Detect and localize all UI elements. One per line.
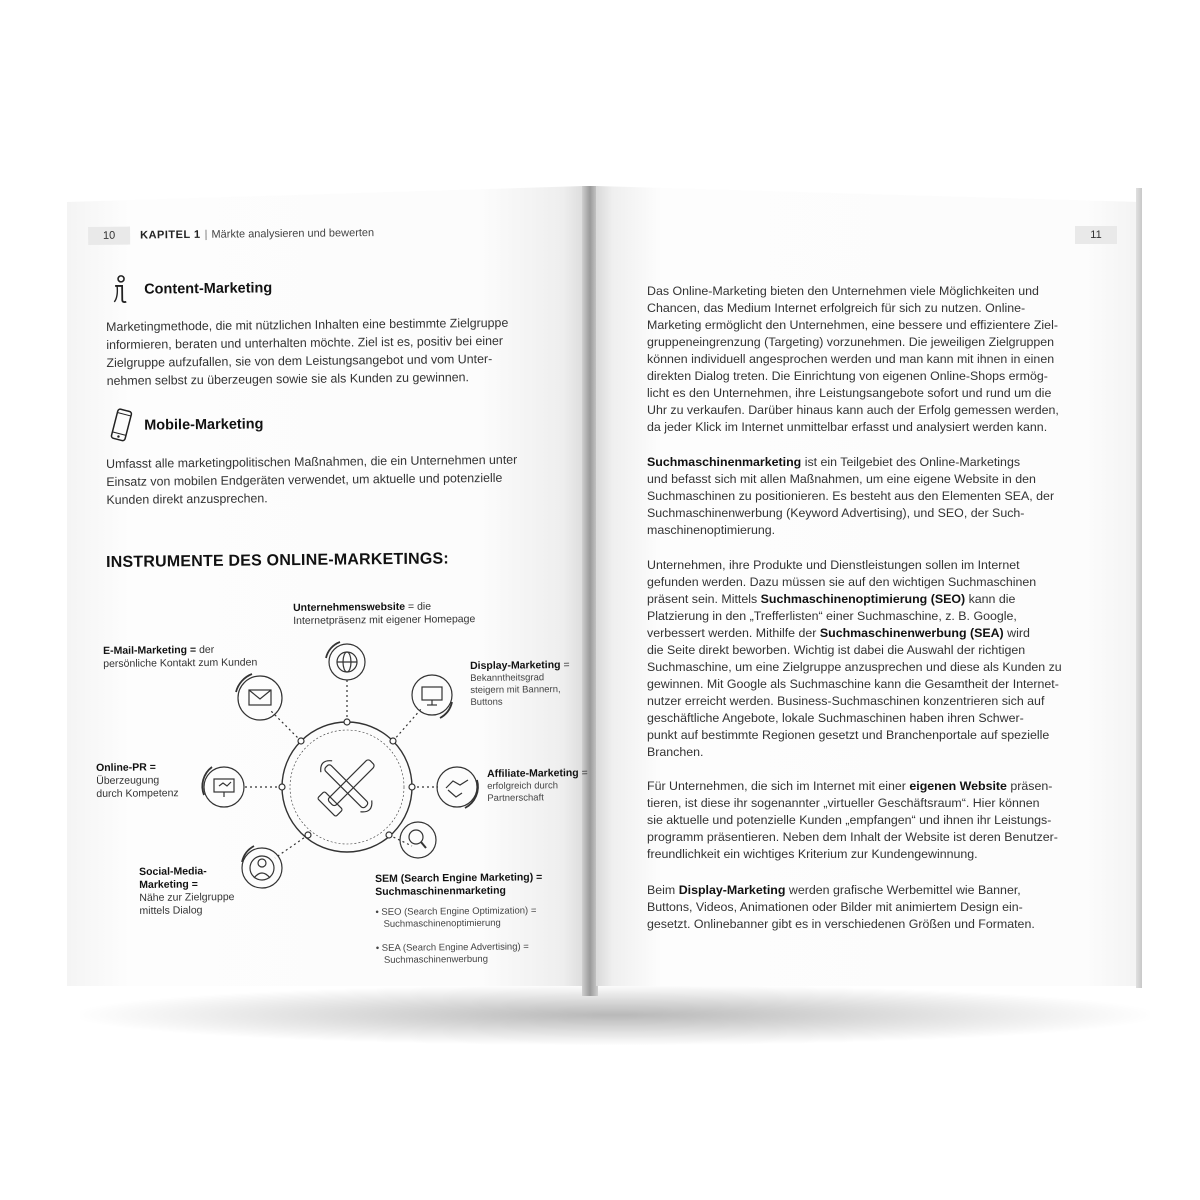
- label-text: durch Kompetenz: [96, 787, 179, 800]
- page-number-left: 10: [88, 227, 130, 245]
- label-text: der: [196, 643, 215, 657]
- term-bold: Display-Marketing: [678, 883, 786, 897]
- text-line: Suchmaschinenwerbung (Keyword Advertising), und SEO, der Such-: [647, 506, 1025, 520]
- text-line: tieren, ist diese ihr sogenannter „virtueller Geschäftsraum“. Hier können: [647, 796, 1040, 810]
- text-line: Marketingmethode, die mit nützlichen Inhalten eine bestimmte Zielgruppe: [106, 315, 509, 334]
- mobile-marketing-text: [106, 450, 547, 509]
- label-text: = die: [405, 600, 432, 613]
- text-line: Umfasst alle marketingpolitischen Maßnahmen, die ein Unternehmen unter: [106, 452, 518, 471]
- label-bold: Suchmaschinenmarketing: [375, 884, 506, 898]
- text-line: informieren, beraten und unterhalten möchte. Ziel ist es, positiv bei einer: [106, 333, 504, 352]
- text-line: sie aktuelle und potenzielle Kunden „empfangen“ und ihnen ihr Leistungs-: [647, 813, 1052, 827]
- book-shadow: [80, 985, 1150, 1045]
- content-marketing-box: [108, 273, 272, 305]
- text-line: Das Online-Marketing bieten den Unternehmen viele Möglichkeiten und: [647, 284, 1039, 298]
- chapter-title: Märkte analysieren und bewerten: [211, 227, 375, 241]
- book-spine: [582, 186, 598, 996]
- chapter-separator: |: [204, 228, 208, 241]
- label-text: Überzeugung: [96, 774, 160, 787]
- label-text: Bekanntheitsgrad: [470, 672, 545, 684]
- label-text: =: [578, 766, 588, 780]
- label-text: persönliche Kontakt zum Kunden: [103, 656, 258, 670]
- term-bold: Suchmaschinenoptimierung (SEO): [760, 592, 966, 606]
- text-line: Platzierung in den „Trefferlisten“ einer Suchmaschine, z. B. Google,: [647, 609, 1017, 623]
- left-page-header: [88, 223, 388, 246]
- label-bold: Unternehmenswebsite: [293, 600, 406, 614]
- label-bold: Online-PR =: [96, 761, 156, 774]
- text-line: Uhr zu verkaufen. Darüber hinaus kann auch der Erfolg gemessen werden,: [647, 403, 1059, 417]
- label-text: Internetpräsenz mit eigener Homepage: [293, 613, 476, 627]
- label-text: Suchmaschinenoptimierung: [383, 917, 501, 930]
- text-span: werden grafische Werbemittel wie Banner,: [785, 883, 1021, 897]
- label-bold: Marketing =: [139, 878, 198, 891]
- text-line: Kunden direkt anzusprechen.: [106, 491, 268, 507]
- label-text: Partnerschaft: [487, 792, 544, 804]
- text-line: Unternehmen, ihre Produkte und Dienstleistungen sollen im Internet: [647, 558, 1020, 572]
- text-span: ist ein Teilgebiet des Online-Marketings: [801, 455, 1021, 469]
- label-bold: E-Mail-Marketing =: [103, 644, 197, 657]
- mobile-marketing-title: Mobile-Marketing: [144, 416, 264, 434]
- text-line: können individuell angesprochen werden und man kann mit ihnen in einen: [647, 352, 1055, 366]
- text-line: Buttons, Videos, Animationen oder Bilder mit animiertem Design ein-: [647, 900, 1023, 914]
- label-bold: SEM (Search Engine Marketing) =: [375, 871, 543, 885]
- text-span: Für Unternehmen, die sich im Internet mit einer: [647, 779, 910, 793]
- text-line: programm präsentieren. Neben dem Inhalt der Website ist deren Benutzer-: [647, 830, 1058, 844]
- text-line: nutzer erreicht werden. Business-Suchmaschinen konzentrieren sich auf: [647, 694, 1045, 708]
- text-line: nehmen selbst zu überzeugen sowie sie als Kunden zu gewinnen.: [106, 370, 470, 388]
- label-social-media-marketing: [139, 865, 235, 918]
- text-span: wird: [1003, 626, 1030, 640]
- info-icon: [108, 275, 132, 305]
- text-span: präsent sein. Mittels: [647, 592, 761, 606]
- text-line: gesetzt. Onlinebanner gibt es in verschiedenen Größen und Formaten.: [647, 917, 1035, 931]
- paragraph-seo-sea: [647, 557, 1107, 761]
- paragraph-online-marketing: [647, 283, 1107, 436]
- text-line: Suchmaschinen zu positionieren. Es besteht aus den Elementen SEA, der: [647, 489, 1055, 503]
- text-line: Zielgruppe aufzufallen, sie von dem Leistungsangebot und vom Unter-: [106, 351, 493, 370]
- text-line: die Seite direkt beworben. Wichtig ist dabei die Auswahl der richtigen: [647, 643, 1026, 657]
- text-line: Suchmaschine, um eine Zielgruppe anzusprechen und diese als Kunden zu: [647, 660, 1062, 674]
- text-line: gruppeneingrenzung (Targeting) vorzunehmen. Die jeweiligen Zielgruppen: [647, 335, 1055, 349]
- text-line: licht es den Unternehmen, ihre Leistungsangebote sofort und rund um die: [647, 386, 1052, 400]
- label-email-marketing: [103, 643, 257, 671]
- text-line: gewinnen. Mit Google als Suchmaschine kann die Gesamtheit der Internet-: [647, 677, 1059, 691]
- text-line: maschinenoptimierung.: [647, 523, 776, 537]
- content-marketing-text: [106, 313, 547, 390]
- label-text: =: [560, 658, 570, 672]
- text-line: da jeder Klick im Internet unmittelbar erfasst und analysiert werden kann.: [647, 420, 1048, 434]
- text-line: direkten Dialog treten. Die Einrichtung von eigenen Online-Shops ermög-: [647, 369, 1048, 383]
- label-text: • SEA (Search Engine Advertising) =: [375, 941, 529, 954]
- text-line: gefunden werden. Dazu müssen sie auf den wichtigen Suchmaschinen: [647, 575, 1037, 589]
- mobile-marketing-box: [108, 406, 264, 444]
- label-text: Suchmaschinenwerbung: [383, 953, 489, 966]
- text-line: freundlichkeit ein wichtiges Kriterium zur Kundengewinnung.: [647, 847, 978, 861]
- label-text: steigern mit Bannern,: [470, 684, 561, 696]
- paragraph-display-marketing: [647, 882, 1107, 933]
- text-span: verbessert werden. Mithilfe der: [647, 626, 820, 640]
- term-bold: eigenen Website: [909, 779, 1007, 793]
- label-unternehmenswebsite: [293, 600, 475, 628]
- term-bold: Suchmaschinenwerbung (SEA): [819, 626, 1004, 640]
- content-marketing-title: Content-Marketing: [144, 280, 273, 298]
- label-text: erfolgreich durch: [487, 780, 559, 792]
- label-text: • SEO (Search Engine Optimization) =: [375, 905, 537, 918]
- label-text: Nähe zur Zielgruppe: [139, 891, 235, 904]
- label-bold: Display-Marketing: [470, 659, 561, 672]
- page-number-right: 11: [1075, 226, 1117, 244]
- text-line: Branchen.: [647, 745, 704, 759]
- paragraph-eigene-website: [647, 778, 1107, 863]
- label-sem: [375, 871, 543, 967]
- text-line: punkt auf bestimmte Regionen gesetzt und Branchenportale auf spezielle: [647, 728, 1050, 742]
- text-line: Marketing ermöglicht den Unternehmen, eine bessere und effizientere Ziel-: [647, 318, 1058, 332]
- label-display-marketing: [470, 659, 570, 709]
- label-affiliate-marketing: [487, 767, 588, 805]
- label-bold: Social-Media-: [139, 865, 207, 878]
- page-edge: [1136, 188, 1142, 988]
- text-line: Einsatz von mobilen Endgeräten verwendet, um aktuelle und potenzielle: [106, 470, 503, 489]
- label-bold: Affiliate-Marketing: [487, 767, 579, 780]
- paragraph-suchmaschinenmarketing: [647, 454, 1107, 539]
- text-line: Chancen, das Medium Internet erfolgreich für sich zu nutzen. Online-: [647, 301, 1026, 315]
- term-bold: Suchmaschinenmarketing: [647, 455, 802, 469]
- chapter-label: KAPITEL 1: [140, 228, 201, 242]
- smartphone-icon: [108, 408, 134, 444]
- text-span: kann die: [965, 592, 1016, 606]
- label-text: Buttons: [470, 696, 503, 708]
- text-span: Beim: [647, 883, 679, 897]
- label-text: mittels Dialog: [139, 904, 203, 917]
- text-line: geschäftliche Angebote, lokale Suchmaschinen haben ihren Schwer-: [647, 711, 1024, 725]
- section-heading: INSTRUMENTE DES ONLINE-MARKETINGS:: [106, 550, 449, 571]
- label-online-pr: [96, 761, 179, 801]
- text-span: präsen-: [1006, 779, 1053, 793]
- text-line: und befasst sich mit allen Maßnahmen, um eine eigene Website in den: [647, 472, 1036, 486]
